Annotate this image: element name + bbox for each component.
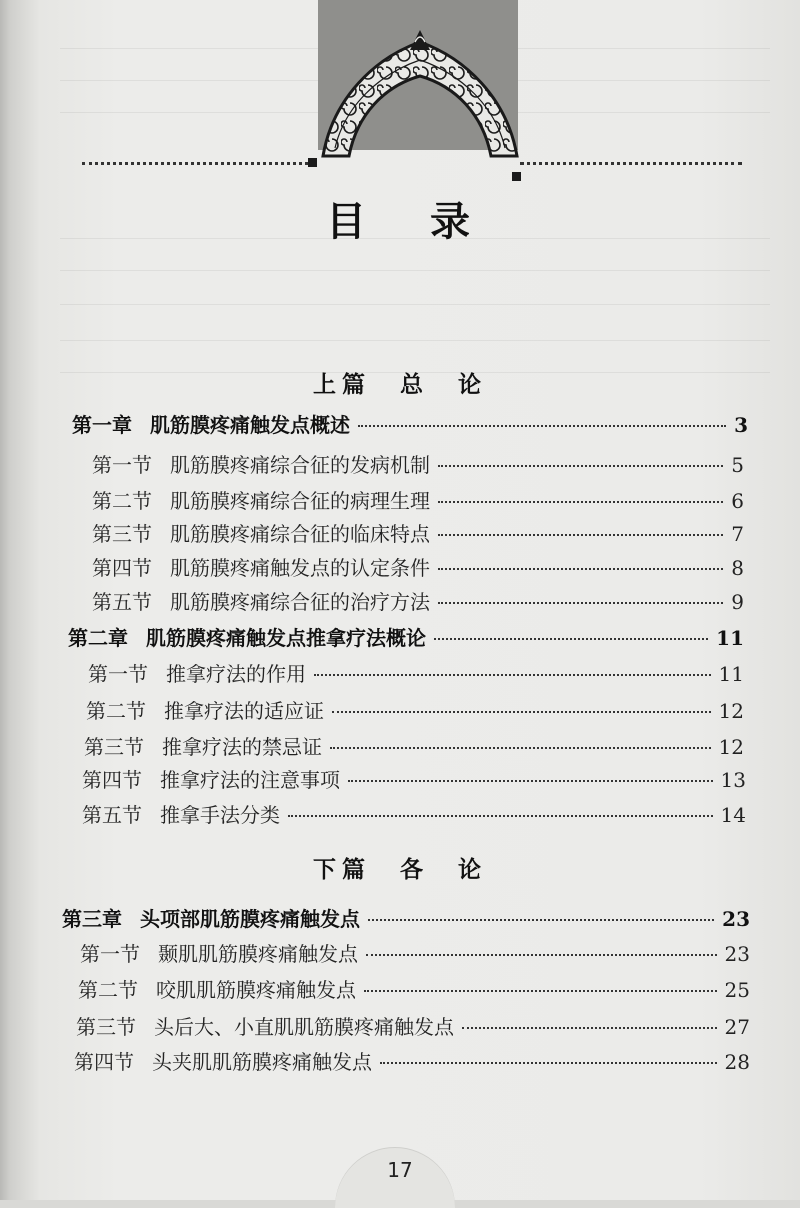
toc-entry[interactable] (72, 409, 748, 439)
page-title: 目录 (326, 198, 534, 245)
dot-leader (332, 711, 711, 713)
section-title: 头夹肌肌筋膜疼痛触发点 (152, 1050, 372, 1074)
toc-entry[interactable] (86, 695, 744, 725)
dot-leader (358, 425, 726, 427)
page-ref: 5 (731, 453, 744, 477)
section-title: 肌筋膜疼痛综合征的病理生理 (170, 489, 430, 513)
dot-leader (314, 674, 711, 676)
section-title: 推拿疗法的适应证 (164, 699, 324, 723)
toc-entry[interactable] (78, 974, 750, 1004)
dot-leader (438, 602, 723, 604)
toc-entry[interactable] (92, 518, 744, 548)
page-ref: 9 (731, 590, 744, 614)
section-title: 肌筋膜疼痛综合征的治疗方法 (170, 590, 430, 614)
section-title: 推拿疗法的作用 (166, 662, 306, 686)
section-title: 推拿疗法的注意事项 (160, 768, 340, 792)
toc-entry[interactable] (82, 764, 746, 794)
toc-entry[interactable] (92, 485, 744, 515)
section-title: 推拿手法分类 (160, 803, 280, 827)
chapter-title: 肌筋膜疼痛触发点概述 (150, 413, 350, 437)
toc-entry[interactable] (92, 586, 744, 616)
chapter-number: 第二章 (68, 626, 128, 650)
dot-leader (462, 1027, 717, 1029)
dot-leader (434, 638, 708, 640)
divider-right (520, 162, 742, 165)
page-ref: 11 (716, 626, 744, 650)
section-title: 咬肌肌筋膜疼痛触发点 (156, 978, 356, 1002)
page-ref: 25 (724, 978, 750, 1002)
page-ref: 8 (731, 556, 744, 580)
dot-leader (330, 747, 711, 749)
page-ref: 12 (718, 735, 744, 759)
section-number: 第四节 (92, 556, 152, 580)
page-ref: 6 (731, 489, 744, 513)
section-number: 第五节 (92, 590, 152, 614)
section-title: 肌筋膜疼痛综合征的发病机制 (170, 453, 430, 477)
section-title: 颞肌肌筋膜疼痛触发点 (158, 942, 358, 966)
dot-leader (380, 1062, 717, 1064)
section-number: 第二节 (86, 699, 146, 723)
section-number: 第三节 (76, 1015, 136, 1039)
dot-leader (348, 780, 713, 782)
dot-leader (438, 465, 723, 467)
page-number: 17 (387, 1158, 413, 1182)
section-number: 第一节 (80, 942, 140, 966)
toc-entry[interactable] (84, 731, 744, 761)
divider-square-right (512, 172, 521, 181)
toc-entry[interactable] (82, 799, 746, 829)
page-ref: 13 (720, 768, 746, 792)
page-ref: 7 (731, 522, 744, 546)
page-ref: 28 (724, 1050, 750, 1074)
dot-leader (438, 501, 723, 503)
section-number: 第四节 (82, 768, 142, 792)
dot-leader (288, 815, 713, 817)
section-number: 第四节 (74, 1050, 134, 1074)
section-number: 第一节 (88, 662, 148, 686)
toc-entry[interactable] (62, 903, 750, 933)
chapter-number: 第一章 (72, 413, 132, 437)
toc-entry[interactable] (88, 658, 744, 688)
page-ref: 14 (720, 803, 746, 827)
dot-leader (438, 534, 723, 536)
dot-leader (366, 954, 717, 956)
toc-entry[interactable] (92, 552, 744, 582)
dot-leader (438, 568, 723, 570)
page-ref: 11 (718, 662, 744, 686)
chapter-title: 肌筋膜疼痛触发点推拿疗法概论 (146, 626, 426, 650)
section-number: 第一节 (92, 453, 152, 477)
part-title-lower: 下篇 各 论 (313, 856, 487, 883)
section-title: 肌筋膜疼痛综合征的临床特点 (170, 522, 430, 546)
section-number: 第三节 (92, 522, 152, 546)
toc-entry[interactable] (92, 449, 744, 479)
toc-entry[interactable] (68, 622, 744, 652)
section-title: 肌筋膜疼痛触发点的认定条件 (170, 556, 430, 580)
dot-leader (368, 919, 714, 921)
section-number: 第五节 (82, 803, 142, 827)
chapter-title: 头项部肌筋膜疼痛触发点 (140, 907, 360, 931)
section-number: 第二节 (78, 978, 138, 1002)
chapter-number: 第三章 (62, 907, 122, 931)
page-ref: 12 (718, 699, 744, 723)
page-ref: 27 (724, 1015, 750, 1039)
section-title: 推拿疗法的禁忌证 (162, 735, 322, 759)
section-title: 头后大、小直肌肌筋膜疼痛触发点 (154, 1015, 454, 1039)
page-ref: 3 (734, 413, 748, 437)
toc-entry[interactable] (80, 938, 750, 968)
section-number: 第三节 (84, 735, 144, 759)
toc-entry[interactable] (74, 1046, 750, 1076)
dot-leader (364, 990, 717, 992)
arch-ornament-icon (305, 28, 535, 163)
divider-left (82, 162, 308, 165)
divider-square-left (308, 158, 317, 167)
part-title-upper: 上篇 总 论 (313, 371, 487, 398)
page-ref: 23 (724, 942, 750, 966)
toc-entry[interactable] (76, 1011, 750, 1041)
page-ref: 23 (722, 907, 750, 931)
section-number: 第二节 (92, 489, 152, 513)
